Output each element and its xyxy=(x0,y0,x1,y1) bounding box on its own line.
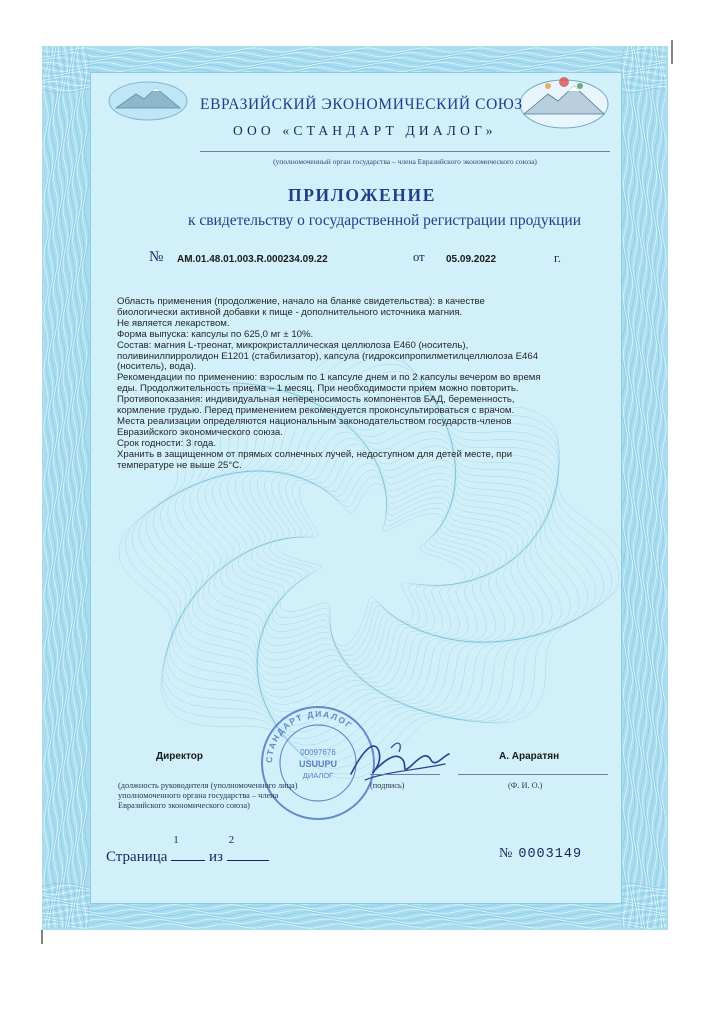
stamp-outer-text: СТАНДАРТ ДИАЛОГ xyxy=(263,708,355,764)
annex-subtitle: к свидетельству о государственной регистрации продукции xyxy=(187,212,582,229)
description-line: Форма выпуска: капсулы по 625,0 мг ± 10%. xyxy=(117,328,314,340)
page-current: 1 xyxy=(173,834,179,846)
description-line: Область применения (продолжение, начало на бланке свидетельства): в качестве xyxy=(117,296,485,307)
description-line: Состав: магния L-треонат, микрокристаллическая целлюлоза E460 (носитель), xyxy=(117,339,469,351)
signature-caption: (подпись) xyxy=(370,781,405,790)
description-line: кормление грудью. Перед применением рекомендуется проконсультироваться с врачом. xyxy=(117,405,515,417)
page-of-label: из xyxy=(208,849,223,865)
stamp-line-3: ДИАЛОГ xyxy=(302,771,334,780)
annex-title: ПРИЛОЖЕНИЕ xyxy=(287,185,436,205)
year-suffix: г. xyxy=(554,251,561,265)
stamp-line-2: USUUPU xyxy=(298,759,338,769)
description-line: Противопоказания: индивидуальная непереносимость компонентов БАД, беременность, xyxy=(117,394,515,406)
description-line: еды. Продолжительность приема – 1 месяц. При необходимости прием можно повторить. xyxy=(117,383,519,395)
description-line: поливинилпирролидон E1201 (стабилизатор), капсула (гидроксипропилметилцеллюлоза E464 xyxy=(117,350,539,362)
description-line: Евразийского экономического союза. xyxy=(117,426,283,438)
union-title: ЕВРАЗИЙСКИЙ ЭКОНОМИЧЕСКИЙ СОЮЗ xyxy=(200,96,523,113)
organization-name: ООО «СТАНДАРТ ДИАЛОГ» xyxy=(233,123,497,138)
organization-note: (уполномоченный орган государства – члена Евразийского экономического союза) xyxy=(273,157,537,166)
description-line: Рекомендации по применению: взрослым по 1 капсуле днем и по 2 капсулы вечером во время xyxy=(117,372,541,384)
name-caption: (Ф. И. О.) xyxy=(508,781,543,790)
signer-position: Директор xyxy=(156,751,203,762)
date-label: от xyxy=(413,250,425,264)
page-total: 2 xyxy=(228,834,235,846)
serial-number: 0003149 xyxy=(518,847,583,862)
description-line: Места реализации определяются национальным законодательством государств-членов xyxy=(117,415,512,427)
description-line: Хранить в защищенном от прямых солнечных лучей, недоступном для детей месте, при xyxy=(117,448,513,460)
description-line: биологически активной добавки к пище - дополнительного источника магния. xyxy=(117,306,463,318)
signer-name: А. Араратян xyxy=(499,751,560,762)
description-line: Не является лекарством. xyxy=(117,317,230,329)
serial-label: № xyxy=(499,846,513,861)
stamp-number: 00097676 xyxy=(300,748,336,757)
registration-number: AM.01.48.01.003.R.000234.09.22 xyxy=(177,254,328,265)
page-label: Страница xyxy=(106,849,168,865)
description-line: (носитель), вода). xyxy=(117,361,197,373)
position-caption: (должность руководителя (уполномоченного лица) уполномоченного органа государства – члена Евразийского экономического союза) xyxy=(118,781,298,810)
issue-date: 05.09.2022 xyxy=(446,254,497,265)
number-label: № xyxy=(149,249,164,265)
description-line: температуре не выше 25°С. xyxy=(117,459,242,471)
description-line: Срок годности: 3 года. xyxy=(117,437,217,449)
